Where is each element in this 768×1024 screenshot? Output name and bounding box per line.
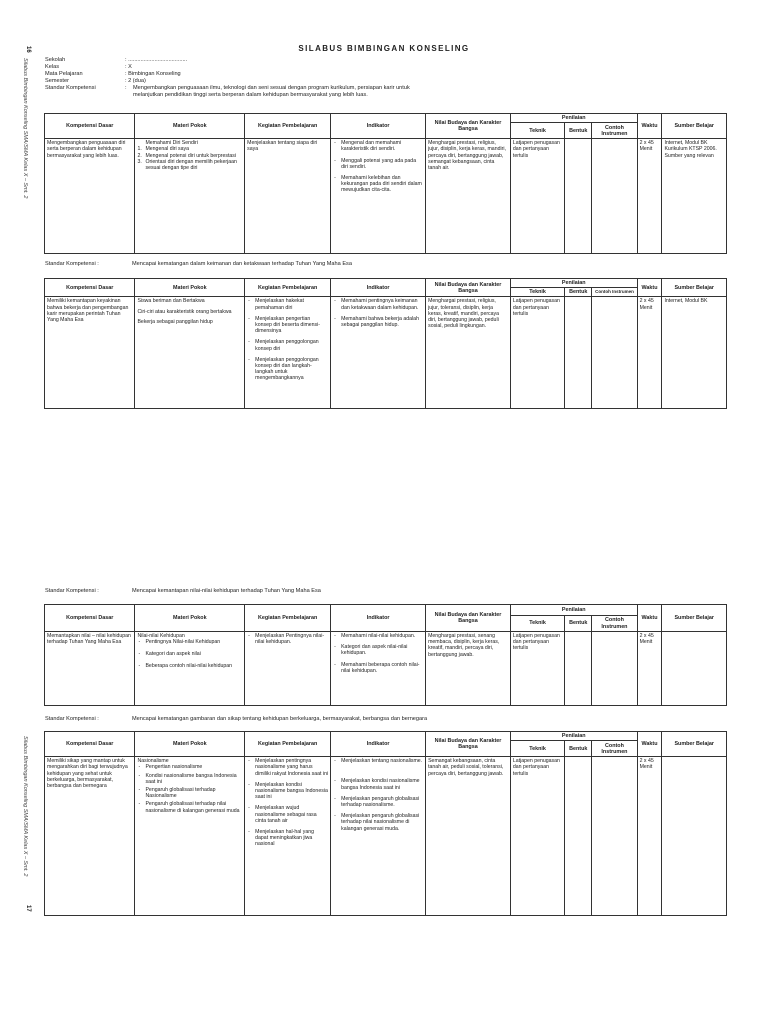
header-teknik: Teknik	[510, 616, 564, 632]
cell-nilai-budaya: Menghargai prestasi, religius, jujur, disiplin, kerja keras, mandiri, percaya diri, bertanggung jawab, semangat kebangsaan, cinta tanah air.	[426, 139, 511, 254]
header-kegiatan-pembelajaran: Kegiatan Pembelajaran	[245, 114, 331, 139]
info-key: Semester	[45, 77, 69, 84]
info-value: : Bimbingan Konseling	[125, 70, 181, 77]
header-materi-pokok: Materi Pokok	[135, 114, 245, 139]
cell-kompetensi-dasar: Mengembangkan penguasaan diri serta berperan dalam kehidupan bermasyarakat yang lebih luas.	[45, 139, 135, 254]
info-row	[45, 85, 423, 99]
cell-indikator: - Memahami pentingnya keimanan dan ketakwaan dalam kehidupan. - Memahami bahwa bekerja adalah sebagai panggilan hidup.	[331, 297, 426, 409]
cell-teknik: Latjapen penugasan dan pertanyaan tertulis	[510, 297, 564, 409]
cell-bentuk	[565, 757, 592, 916]
header-penilaian: Penilaian	[510, 114, 637, 123]
info-key: Standar Kompetensi	[45, 84, 96, 91]
info-key: Kelas	[45, 63, 59, 70]
header-kompetensi-dasar: Kompetensi Dasar	[45, 732, 135, 757]
cell-kegiatan-pembelajaran: - Menjelaskan pentingnya nasionalisme yang harus dimiliki rakyat Indonesia saat ini - Menjelaskan kondisi nasionalisme bangsa Indonesia saat ini - Menjelaskan wujud nasionalisme sebagai rasa cinta tanah air - Menjelaskan hal-hal yang dapat meningkatkan jiwa nasional	[245, 757, 331, 916]
table-row	[45, 139, 727, 254]
page-number-bottom: 17	[25, 905, 31, 912]
header-kegiatan-pembelajaran: Kegiatan Pembelajaran	[245, 279, 331, 297]
cell-contoh-instrumen	[592, 632, 637, 706]
cell-kegiatan-pembelajaran: Menjelaskan tentang siapa diri saya	[245, 139, 331, 254]
cell-bentuk	[565, 139, 592, 254]
info-row	[45, 71, 423, 78]
cell-nilai-budaya: Menghargai prestasi, religius, jujur, toleransi, disiplin, kerja keras, kreatif, mandiri, percaya diri, bertanggung jawab, peduli sosial, peduli lingkungan.	[426, 297, 511, 409]
info-key: Mata Pelajaran	[45, 70, 83, 77]
header-nilai-budaya: Nilai Budaya dan Karakter Bangsa	[426, 279, 511, 297]
header-indikator: Indikator	[331, 732, 426, 757]
header-nilai-budaya: Nilai Budaya dan Karakter Bangsa	[426, 605, 511, 632]
header-contoh-instrumen: Contoh Instrumen	[592, 741, 637, 757]
cell-sumber-belajar: Internet, Modul BK Kurikulum KTSP 2006. Sumber yang relevan	[662, 139, 727, 254]
info-value: : 2 (dua)	[125, 77, 146, 84]
header-penilaian: Penilaian	[510, 732, 637, 741]
table-row	[45, 297, 727, 409]
cell-teknik: Latjapen penugasan dan pertanyaan tertulis	[510, 139, 564, 254]
document-title: SILABUS BIMBINGAN KONSELING	[298, 44, 470, 53]
cell-kompetensi-dasar: Memiliki kemantapan keyakinan bahwa bekerja dan pengembangan karir merupakan perintah Tuhan Yang Maha Esa	[45, 297, 135, 409]
standar-kompetensi-4: Standar Kompetensi : Mencapai kematangan gambaran dan sikap tentang kehidupan berkeluarga, bermasyarakat, berbangsa dan bernegara	[45, 716, 428, 722]
cell-waktu: 2 x 45 Menit	[637, 632, 662, 706]
header-contoh-instrumen: Contoh Instrumen	[592, 616, 637, 632]
info-row	[45, 57, 423, 64]
header-sumber-belajar: Sumber Belajar	[662, 279, 727, 297]
cell-bentuk	[565, 632, 592, 706]
header-indikator: Indikator	[331, 279, 426, 297]
syllabus-table-1	[44, 113, 727, 254]
standar-kompetensi-3: Standar Kompetensi : Mencapai kemantapan nilai-nilai kehidupan terhadap Tuhan Yang Maha Esa	[45, 588, 321, 594]
header-penilaian: Penilaian	[510, 279, 637, 288]
cell-nilai-budaya: Menghargai prestasi, senang membaca, disiplin, kerja keras, kreatif, mandiri, percaya diri, bertanggung jawab.	[426, 632, 511, 706]
table-row	[45, 757, 727, 916]
header-teknik: Teknik	[510, 741, 564, 757]
standar-kompetensi-text: Mengembangkan penguasaan ilmu, teknologi dan seni sesuai dengan program kurikulum, persiapan karir untuk melanjutkan pendidikan tinggi serta berperan dalam kehidupan bermasyarakat yang lebih luas.	[133, 84, 410, 98]
header-contoh-instrumen: Contoh Instrumen	[592, 288, 637, 297]
header-kompetensi-dasar: Kompetensi Dasar	[45, 605, 135, 632]
header-materi-pokok: Materi Pokok	[135, 732, 245, 757]
standar-kompetensi-2: Standar Kompetensi : Mencapai kematangan dalam keimanan dan ketakwaan terhadap Tuhan Yang Maha Esa	[45, 261, 352, 267]
syllabus-table-2	[44, 278, 727, 409]
page-number-top: 16	[25, 46, 31, 53]
header-waktu: Waktu	[637, 732, 662, 757]
cell-waktu: 2 x 45 Menit	[637, 757, 662, 916]
syllabus-table-3	[44, 604, 727, 706]
table-row	[45, 632, 727, 706]
header-bentuk: Bentuk	[565, 741, 592, 757]
header-nilai-budaya: Nilai Budaya dan Karakter Bangsa	[426, 114, 511, 139]
header-kegiatan-pembelajaran: Kegiatan Pembelajaran	[245, 605, 331, 632]
cell-contoh-instrumen	[592, 139, 637, 254]
cell-contoh-instrumen	[592, 757, 637, 916]
cell-indikator: - Mengenal dan memahami karakteristik diri sendiri. - Menggali potensi yang ada pada diri sendiri. - Memahami kelebihan dan kekurangan pada diri sendiri dalam mewujudkan cita-cita.	[331, 139, 426, 254]
header-bentuk: Bentuk	[565, 616, 592, 632]
header-contoh-instrumen: Contoh Instrumen	[592, 123, 637, 139]
cell-teknik: Latjapen penugasan dan pertanyaan tertulis	[510, 757, 564, 916]
header-waktu: Waktu	[637, 279, 662, 297]
cell-kompetensi-dasar: Memantapkan nilai – nilai kehidupan terhadap Tuhan Yang Maha Esa	[45, 632, 135, 706]
info-value: : X	[125, 63, 132, 70]
header-sumber-belajar: Sumber Belajar	[662, 732, 727, 757]
header-waktu: Waktu	[637, 605, 662, 632]
info-key: Sekolah	[45, 57, 66, 63]
header-sumber-belajar: Sumber Belajar	[662, 114, 727, 139]
side-running-title-bottom: Silabus Bimbingan Konseling SMA/SMA Kelas X – Smt. 2	[22, 736, 28, 877]
side-running-title-top: Silabus Bimbingan Konseling SMA/SMA Kelas X – Smt. 2	[22, 58, 28, 199]
cell-bentuk	[565, 297, 592, 409]
info-value: : ......................................	[125, 57, 188, 63]
header-indikator: Indikator	[331, 605, 426, 632]
header-bentuk: Bentuk	[565, 288, 592, 297]
cell-waktu: 2 x 45 Menit	[637, 139, 662, 254]
info-row	[45, 64, 423, 71]
header-bentuk: Bentuk	[565, 123, 592, 139]
cell-teknik: Latjapen penugasan dan pertanyaan tertulis	[510, 632, 564, 706]
cell-kompetensi-dasar: Memiliki sikap yang mantap untuk mengarahkan diri bagi terwujudnya kehidupan yang sehat untuk berkeluarga, bermasyarakat, berbangsa dan bernegara	[45, 757, 135, 916]
syllabus-table-4	[44, 731, 727, 916]
header-materi-pokok: Materi Pokok	[135, 279, 245, 297]
info-value: :	[125, 84, 127, 91]
cell-kegiatan-pembelajaran: - Menjelaskan Pentingnya nilai-nilai kehidupan.	[245, 632, 331, 706]
header-nilai-budaya: Nilai Budaya dan Karakter Bangsa	[426, 732, 511, 757]
cell-materi-pokok: Nilai-nilai Kehidupan - Pentingnya Nilai-nilai Kehidupan - Kategori dan aspek nilai - Beberapa contoh nilai-nilai kehidupan	[135, 632, 245, 706]
cell-materi-pokok: Memahami Diri Sendiri 1. Mengenal diri saya 2. Mengenal potensi diri untuk berprestasi 3. Orientasi diri dengan memilih pekerjaan sesuai dengan tipe diri	[135, 139, 245, 254]
header-waktu: Waktu	[637, 114, 662, 139]
header-info	[45, 57, 423, 98]
header-materi-pokok: Materi Pokok	[135, 605, 245, 632]
cell-contoh-instrumen	[592, 297, 637, 409]
info-row	[45, 78, 423, 85]
cell-indikator: - Menjelaskan tentang nasionalisme. - Menjelaskan kondisi nasionalisme bangsa Indonesia saat ini - Menjelaskan pengaruh globalisasi terhadap nasionalisme. - Menjelaskan pengaruh globalisasi terhadap nilai nasionalisme di kalangan generasi muda.	[331, 757, 426, 916]
cell-nilai-budaya: Semangat kebangsaan, cinta tanah air, peduli sosial, toleransi, percaya diri, bertanggung jawab.	[426, 757, 511, 916]
header-indikator: Indikator	[331, 114, 426, 139]
header-kompetensi-dasar: Kompetensi Dasar	[45, 114, 135, 139]
cell-materi-pokok: Siswa beriman dan Bertakwa Ciri-ciri atau karakteristik orang bertakwa Bekerja sebagai panggilan hidup	[135, 297, 245, 409]
header-kegiatan-pembelajaran: Kegiatan Pembelajaran	[245, 732, 331, 757]
cell-sumber-belajar	[662, 757, 727, 916]
cell-indikator: - Memahami nilai-nilai kehidupan. - Kategori dan aspek nilai-nilai kehidupan. - Memahami beberapa contoh nilai-nilai kehidupan.	[331, 632, 426, 706]
cell-waktu: 2 x 45 Menit	[637, 297, 662, 409]
cell-sumber-belajar: Internet, Modul BK	[662, 297, 727, 409]
header-kompetensi-dasar: Kompetensi Dasar	[45, 279, 135, 297]
header-penilaian: Penilaian	[510, 605, 637, 616]
cell-kegiatan-pembelajaran: - Menjelaskan hakekat pemahaman diri - Menjelaskan pengertian konsep diri beserta dimensi-dimensinya - Menjelaskan penggolongan konsep diri - Menjelaskan penggolongan konsep diri dan langkah-langkah untuk mengembangkannya	[245, 297, 331, 409]
cell-sumber-belajar	[662, 632, 727, 706]
header-teknik: Teknik	[510, 123, 564, 139]
cell-materi-pokok: Nasionalisme - Pengertian nasionalisme - Kondisi nasionalisme bangsa Indonesia saat ini - Pengaruh globalisasi terhadap Nasionalisme - Pengaruh globalisasi terhadap nilai nasionalisme di kalangan generasi muda	[135, 757, 245, 916]
header-sumber-belajar: Sumber Belajar	[662, 605, 727, 632]
header-teknik: Teknik	[510, 288, 564, 297]
